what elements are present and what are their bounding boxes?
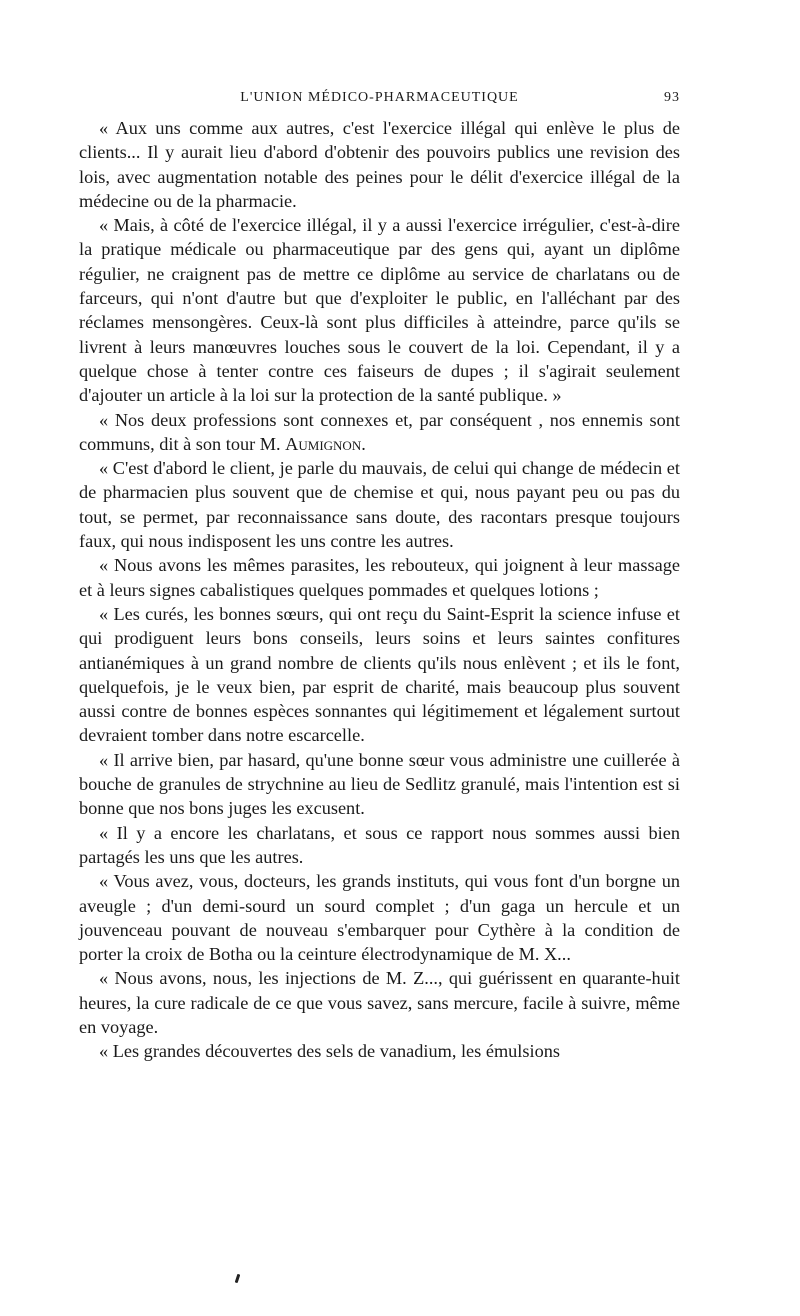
paragraph: « Nous avons, nous, les injections de M. Z..., qui guérissent en quarante-huit heures, la cure radicale de ce que vous savez, sans mercure, facile à suivre, même en voyage. [79, 968, 680, 1037]
paragraph: « Nos deux professions sont connexes et, par conséquent , nos ennemis sont communs, dit à son tour M. Aumignon. [79, 409, 680, 454]
paragraph: « Vous avez, vous, docteurs, les grands instituts, qui vous font d'un borgne un aveugle ; d'un demi-sourd un sourd complet ; d'un gaga un hercule et un jouvenceau pouvant de nouveau s'embarquer pour Cythère à la condition de porter la croix de Botha ou la ceinture électrodynamique de M. X... [79, 871, 680, 965]
paragraph: « Nous avons les mêmes parasites, les rebouteux, qui joignent à leur massage et à leurs signes cabalistiques quelques pommades et quelques lotions ; [79, 555, 680, 600]
page-number: 93 [664, 90, 680, 105]
paragraph: « Il y a encore les charlatans, et sous ce rapport nous sommes aussi bien partagés les uns que les autres. [79, 822, 680, 867]
paragraph: « Mais, à côté de l'exercice illégal, il y a aussi l'exercice irrégulier, c'est-à-dire la pratique médicale ou pharmaceutique par des gens qui, ayant un diplôme régulier, ne craignent pas de mettre ce diplôme au service de charlatans ou de farceurs, qui n'ont d'autre but que d'exploiter le public, en l'alléchant par des réclames mensongères. Ceux-là sont plus difficiles à atteindre, parce qu'ils se livrent à leurs manœuvres louches sous le couvert de la loi. Cependant, il y a quelque chose à tenter contre ces faiseurs de dupes ; il s'agirait seulement d'ajouter un article à la loi sur la protection de la santé publique. » [79, 215, 680, 406]
running-head [79, 88, 680, 112]
paragraph: « C'est d'abord le client, je parle du mauvais, de celui qui change de médecin et de pharmacien plus souvent que de chemise et qui, nous payant peu ou pas du tout, se permet, par reconnaissance sans doute, des racontars presque toujours faux, qui nous indisposent les uns contre les autres. [79, 458, 680, 552]
paragraph: « Aux uns comme aux autres, c'est l'exercice illégal qui enlève le plus de clients... Il y aurait lieu d'abord d'obtenir des pouvoirs publics une revision des lois, avec augmentation notable des peines pour le délit d'exercice illégal de la médecine ou de la pharmacie. [79, 118, 680, 211]
speaker-name: Aumignon [285, 433, 362, 454]
paragraph: « Les curés, les bonnes sœurs, qui ont reçu du Saint-Esprit la science infuse et qui prodiguent leurs bons conseils, leurs soins et leurs saintes confitures antianémiques à un grand nombre de clients qu'ils nous enlèvent ; et ils le font, quelquefois, je le veux bien, par esprit de charité, mais beaucoup plus souvent aussi contre de bonnes espèces sonnantes qui légitimement et légalement surtout devraient tomber dans notre escarcelle. [79, 603, 680, 746]
document-page [79, 88, 680, 1064]
running-title: L'UNION MÉDICO-PHARMACEUTIQUE [240, 90, 519, 105]
paragraph: « Les grandes découvertes des sels de vanadium, les émulsions [99, 1041, 560, 1062]
ink-mark [235, 1274, 241, 1283]
paragraph: « Il arrive bien, par hasard, qu'une bonne sœur vous administre une cuillerée à bouche de granules de strychnine au lieu de Sedlitz granulé, mais l'intention est si bonne que nos bons juges les excusent. [79, 749, 680, 819]
body-text [79, 116, 680, 1064]
